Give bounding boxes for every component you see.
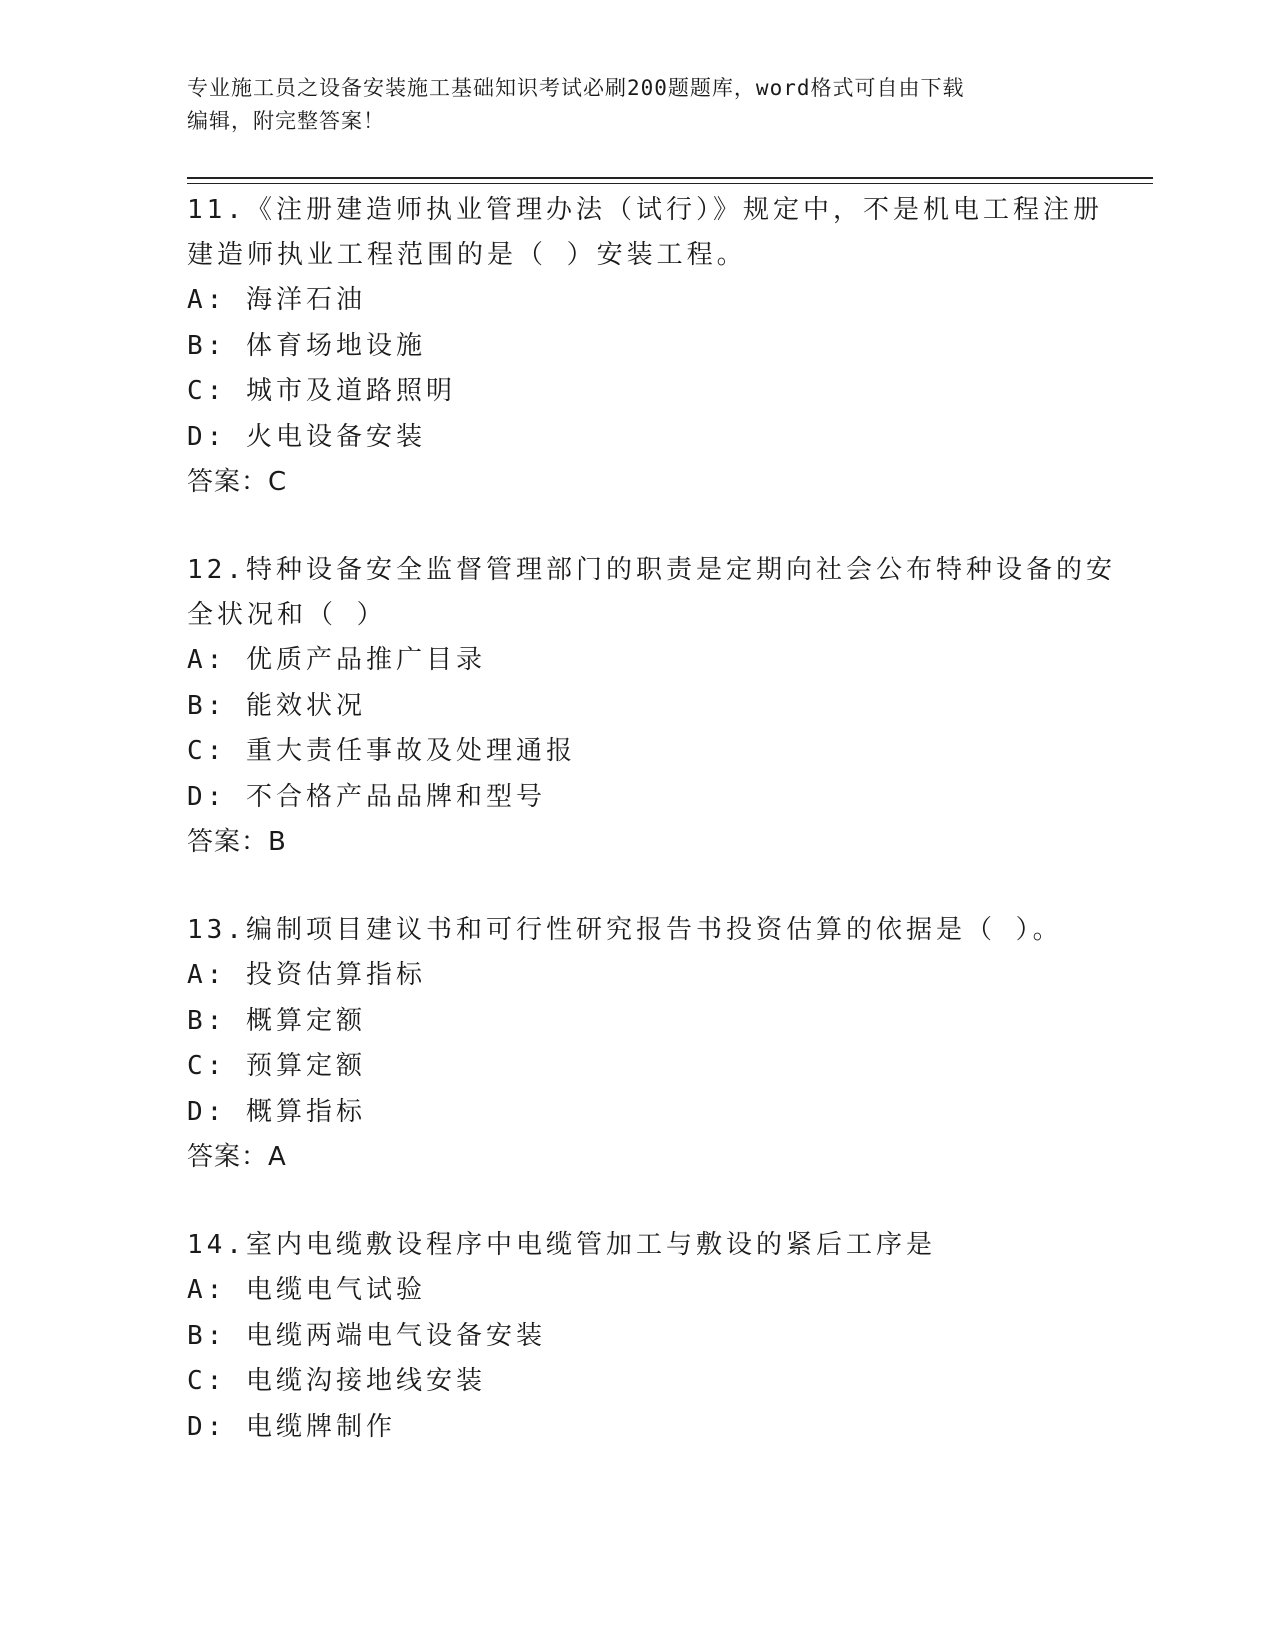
question-12 bbox=[187, 548, 1116, 865]
option-c: C: 重大责任事故及处理通报 bbox=[187, 736, 576, 766]
option-d: D: 概算指标 bbox=[187, 1096, 366, 1127]
answer: 答案：C bbox=[187, 467, 288, 497]
option-c: C: 电缆沟接地线安装 bbox=[187, 1366, 486, 1396]
question-14 bbox=[187, 1223, 1087, 1450]
header-divider bbox=[187, 177, 1153, 179]
option-a: A: 优质产品推广目录 bbox=[187, 645, 486, 675]
option-d: D: 不合格产品品牌和型号 bbox=[187, 781, 546, 812]
option-d: D: 电缆牌制作 bbox=[187, 1411, 396, 1442]
header-line-1: 专业施工员之设备安装施工基础知识考试必刷200题题库，word格式可自由下载 bbox=[187, 76, 965, 100]
document-header bbox=[187, 72, 1067, 138]
option-c: C: 城市及道路照明 bbox=[187, 376, 456, 406]
question-text: 建造师执业工程范围的是（ ）安装工程。 bbox=[187, 240, 747, 270]
question-text: 全状况和（ ） bbox=[187, 600, 387, 630]
option-a: A: 电缆电气试验 bbox=[187, 1275, 426, 1305]
question-text: 12.特种设备安全监督管理部门的职责是定期向社会公布特种设备的安 bbox=[187, 555, 1116, 585]
option-d: D: 火电设备安装 bbox=[187, 421, 426, 452]
option-c: C: 预算定额 bbox=[187, 1051, 366, 1081]
option-a: A: 投资估算指标 bbox=[187, 960, 426, 990]
answer: 答案：B bbox=[187, 827, 287, 857]
header-line-2: 编辑，附完整答案！ bbox=[187, 109, 385, 133]
question-text: 13.编制项目建议书和可行性研究报告书投资估算的依据是（ ）。 bbox=[187, 915, 1063, 945]
answer: 答案：A bbox=[187, 1142, 287, 1172]
question-text: 11.《注册建造师执业管理办法（试行）》规定中，不是机电工程注册 bbox=[187, 195, 1103, 225]
option-b: B: 电缆两端电气设备安装 bbox=[187, 1320, 546, 1351]
question-text: 14.室内电缆敷设程序中电缆管加工与敷设的紧后工序是 bbox=[187, 1230, 936, 1260]
question-11 bbox=[187, 188, 1103, 505]
option-b: B: 概算定额 bbox=[187, 1005, 366, 1036]
question-13 bbox=[187, 908, 1087, 1180]
option-b: B: 体育场地设施 bbox=[187, 330, 426, 361]
header-divider-thin bbox=[187, 183, 1153, 184]
option-b: B: 能效状况 bbox=[187, 690, 366, 721]
question-list bbox=[187, 188, 1116, 1493]
option-a: A: 海洋石油 bbox=[187, 285, 366, 315]
